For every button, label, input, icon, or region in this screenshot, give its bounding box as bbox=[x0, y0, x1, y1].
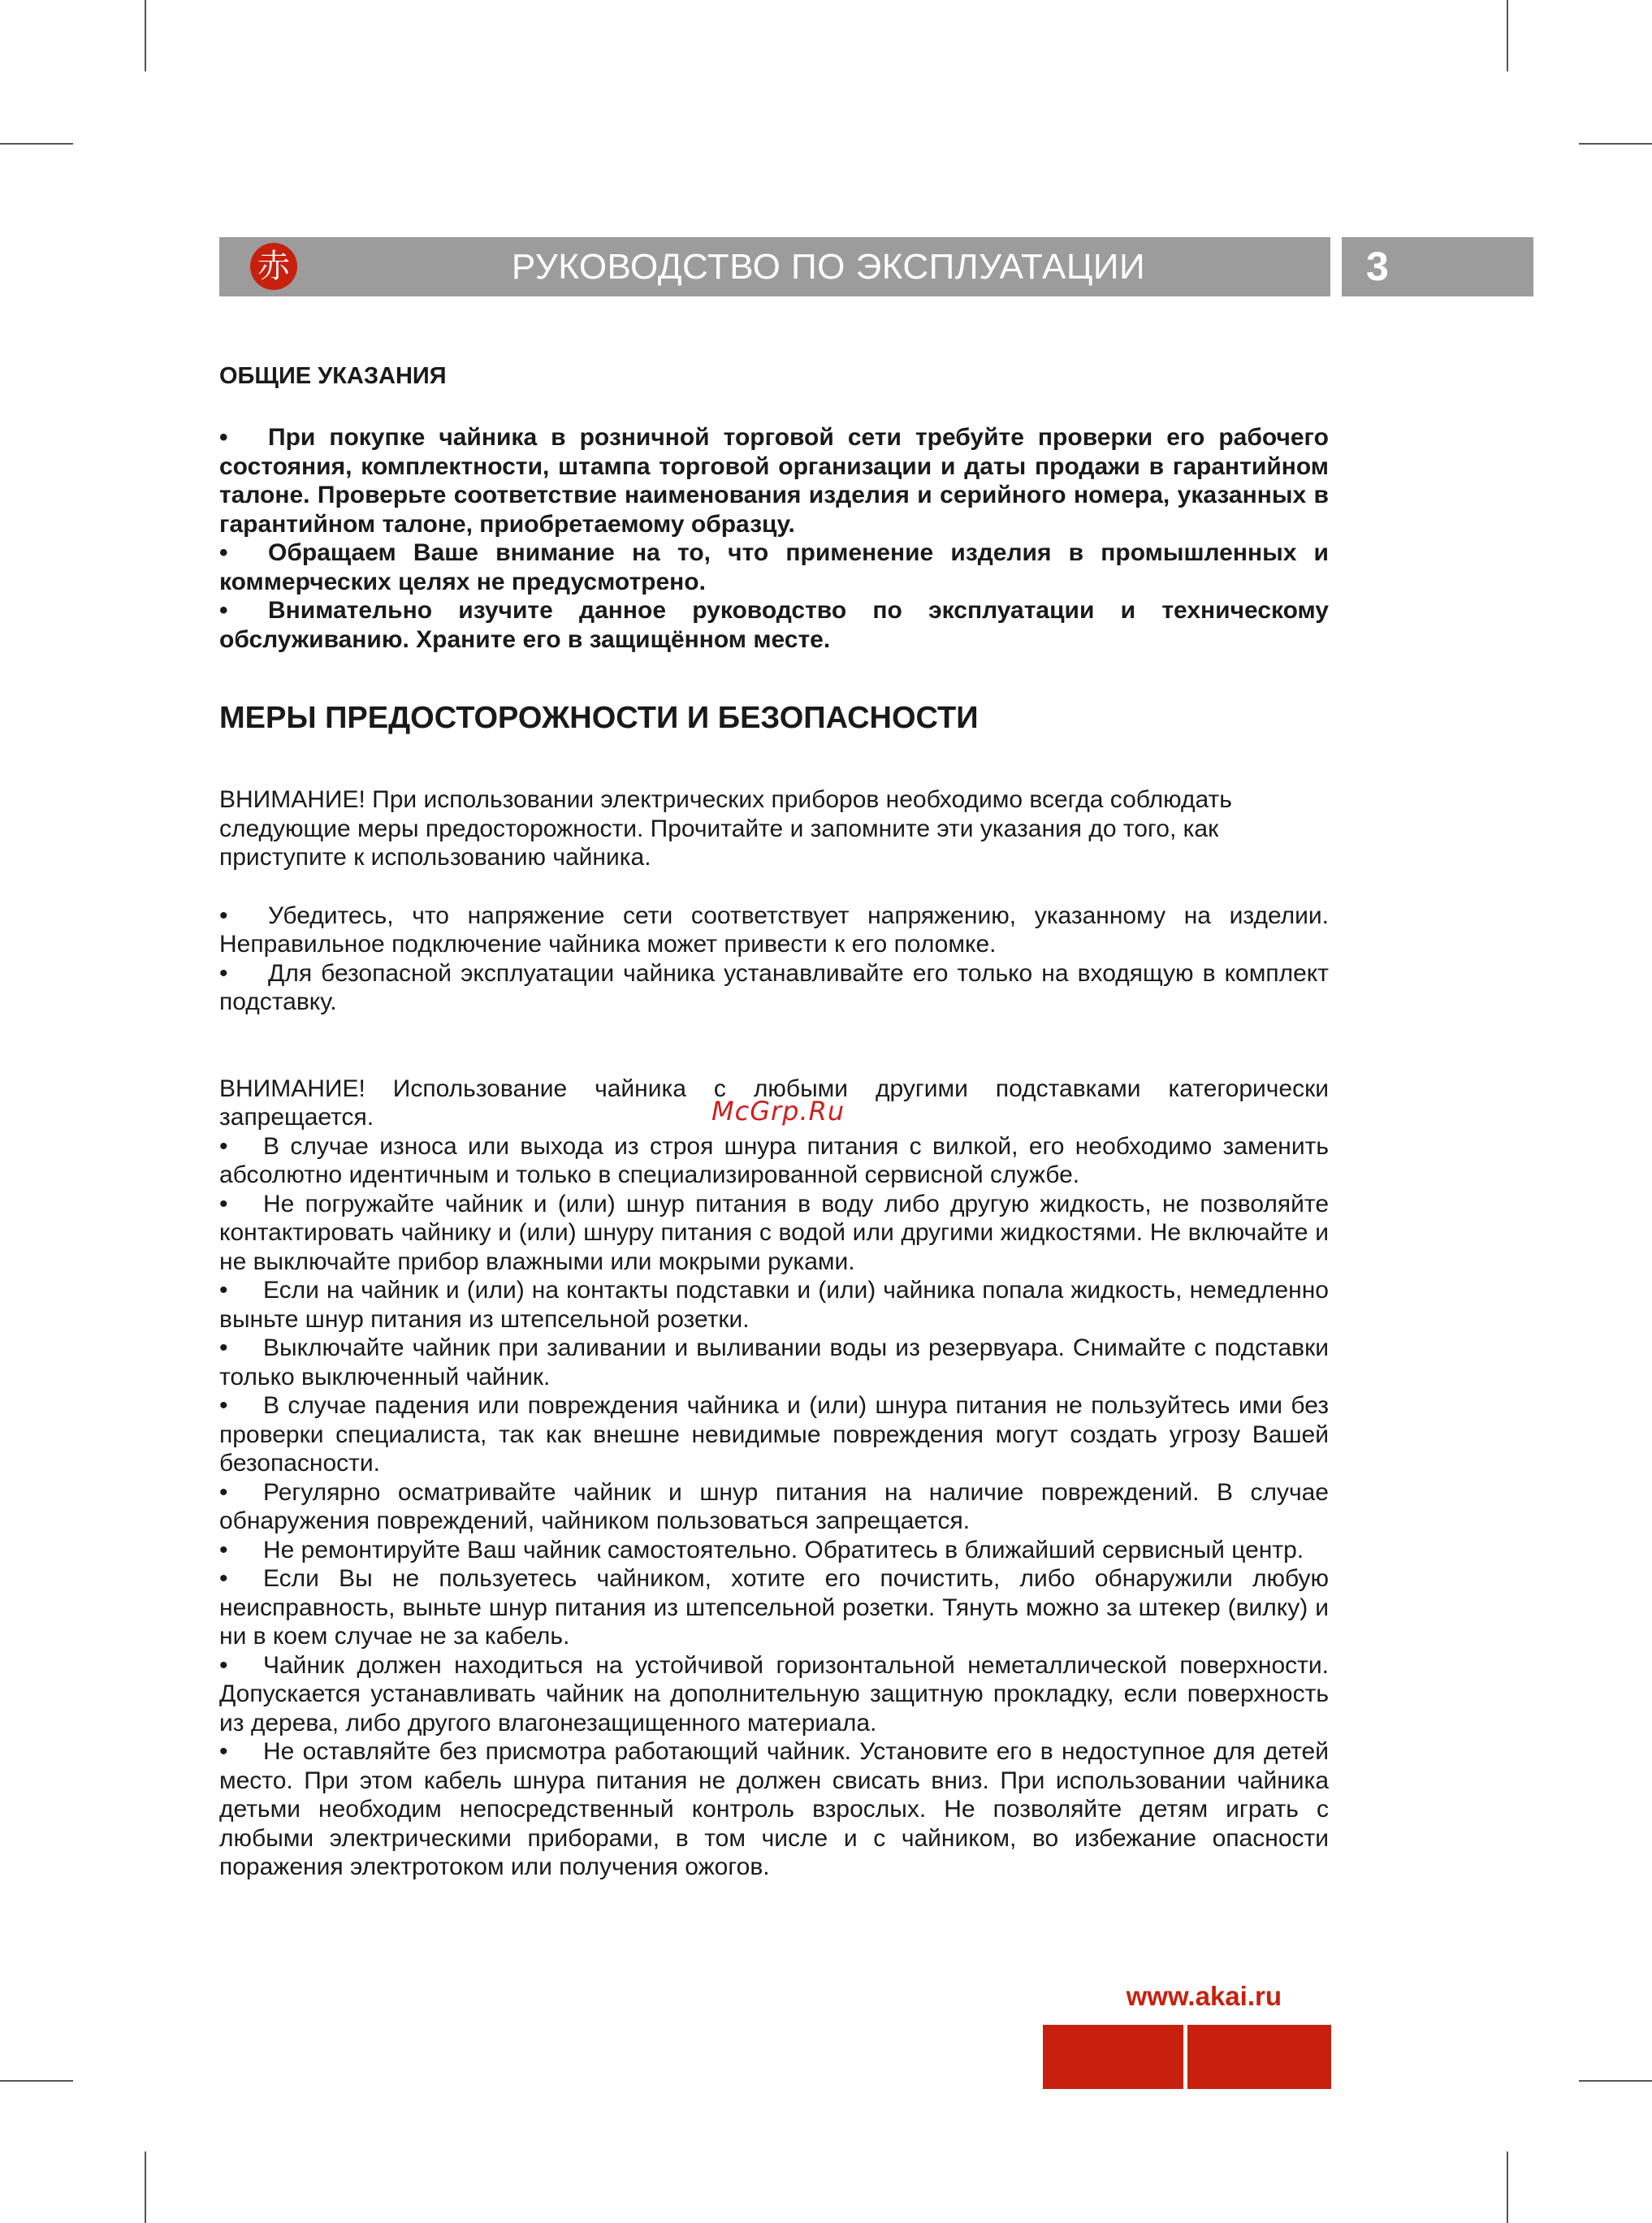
list-item: • Для безопасной эксплуатации чайника устанавливайте его только на входящую в комплект подставку. bbox=[219, 959, 1329, 1015]
list-item: • Убедитесь, что напряжение сети соответствует напряжению, указанному на изделии. Неправильное подключение чайника может привести к его поломке. bbox=[219, 902, 1329, 958]
crop-mark bbox=[1579, 143, 1652, 145]
safety-intro: ВНИМАНИЕ! При использовании электрических приборов необходимо всегда соблюдать следующие меры предосторожности. Прочитайте и запомните эти указания до того, как приступите к использованию чайника. bbox=[219, 786, 1232, 871]
safety-list-b bbox=[219, 1132, 1329, 1882]
bullet-icon: • bbox=[219, 1651, 228, 1679]
bullet-icon: • bbox=[219, 1738, 228, 1765]
list-item: • Выключайте чайник при заливании и выливании воды из резервуара. Снимайте с подставки только выключенный чайник. bbox=[219, 1334, 1329, 1390]
website-link[interactable]: www.akai.ru bbox=[1126, 1981, 1282, 2011]
crop-mark bbox=[145, 2152, 146, 2223]
list-item: • В случае падения или повреждения чайника и (или) шнура питания не пользуйтесь ими без проверки специалиста, так как внешне невидимые повреждения могут создать угрозу Вашей безопасности. bbox=[219, 1392, 1329, 1477]
bullet-icon: • bbox=[219, 1132, 228, 1160]
crop-mark bbox=[1507, 0, 1508, 71]
akai-logo-icon: 赤 bbox=[250, 243, 297, 290]
list-item: • При покупке чайника в розничной торговой сети требуйте проверки его рабочего состояния, комплектности, штампа торговой организации и даты продажи в гарантийном талоне. Проверьте соответствие наименования изделия и серийного номера, указанных в гарантийном талоне, приобретаемому образцу. bbox=[219, 424, 1329, 538]
bullet-icon: • bbox=[219, 902, 228, 929]
footer-red-block bbox=[1043, 2025, 1183, 2089]
bullet-icon: • bbox=[219, 597, 228, 624]
crop-mark bbox=[0, 2080, 73, 2082]
crop-mark bbox=[0, 143, 73, 145]
list-item: • Регулярно осматривайте чайник и шнур питания на наличие повреждений. В случае обнаружения повреждений, чайником пользоваться запрещается. bbox=[219, 1478, 1329, 1534]
bullet-icon: • bbox=[219, 1334, 228, 1361]
safety-list-a bbox=[219, 902, 1329, 1017]
bullet-icon: • bbox=[219, 1190, 228, 1217]
bullet-icon: • bbox=[219, 1392, 228, 1419]
crop-mark bbox=[145, 0, 146, 71]
list-item: • Обращаем Ваше внимание на то, что применение изделия в промышленных и коммерческих целях не предусмотрено. bbox=[219, 539, 1329, 595]
bullet-icon: • bbox=[219, 539, 228, 566]
list-item: • Если на чайник и (или) на контакты подставки и (или) чайника попала жидкость, немедленно выньте шнур питания из штепсельной розетки. bbox=[219, 1277, 1329, 1333]
bullet-icon: • bbox=[219, 424, 228, 451]
list-item: • Если Вы не пользуетесь чайником, хотите его почистить, либо обнаружили любую неисправность, выньте шнур питания из штепсельной розетки. Тянуть можно за штекер (вилку) и ни в коем случае не за кабель. bbox=[219, 1565, 1329, 1650]
general-heading: ОБЩИЕ УКАЗАНИЯ bbox=[219, 363, 447, 389]
safety-heading: МЕРЫ ПРЕДОСТОРОЖНОСТИ И БЕЗОПАСНОСТИ bbox=[219, 701, 979, 735]
bullet-icon: • bbox=[219, 1536, 228, 1563]
crop-mark bbox=[1579, 2080, 1652, 2082]
attention-warning: ВНИМАНИЕ! Использование чайника с любыми другими подставками категорически запрещается. bbox=[219, 1075, 1329, 1131]
page-number: 3 bbox=[1366, 244, 1389, 289]
watermark: McGrp.Ru bbox=[711, 1096, 845, 1127]
list-item: • Не погружайте чайник и (или) шнур питания в воду либо другую жидкость, не позволяйте контактировать чайнику и (или) шнуру питания с водой или другими жидкостями. Не включайте и не выключайте прибор влажными или мокрыми руками. bbox=[219, 1190, 1329, 1275]
page-title: РУКОВОДСТВО ПО ЭКСПЛУАТАЦИИ bbox=[511, 247, 1146, 287]
bullet-icon: • bbox=[219, 1478, 228, 1506]
list-item: • Не оставляйте без присмотра работающий чайник. Установите его в недоступное для детей место. При этом кабель шнура питания не должен свисать вниз. При использовании чайника детьми необходим непосредственный контроль взрослых. Не позволяйте детям играть с любыми электрическими приборами, в том числе и с чайником, во избежание опасности поражения электротоком или получения ожогов. bbox=[219, 1738, 1329, 1880]
bullet-icon: • bbox=[219, 1277, 228, 1304]
list-item: • В случае износа или выхода из строя шнура питания с вилкой, его необходимо заменить абсолютно идентичным и только в специализированной сервисной службе. bbox=[219, 1132, 1329, 1188]
crop-mark bbox=[1507, 2152, 1508, 2223]
bullet-icon: • bbox=[219, 1565, 228, 1592]
list-item: • Внимательно изучите данное руководство по эксплуатации и техническому обслуживанию. Храните его в защищённом месте. bbox=[219, 597, 1329, 653]
bullet-icon: • bbox=[219, 959, 228, 987]
list-item: • Чайник должен находиться на устойчивой горизонтальной неметаллической поверхности. Допускается устанавливать чайник на дополнительную защитную прокладку, если поверхность из дерева, либо другого влагонезащищенного материала. bbox=[219, 1651, 1329, 1736]
general-list bbox=[219, 423, 1329, 654]
list-item: • Не ремонтируйте Ваш чайник самостоятельно. Обратитесь в ближайший сервисный центр. bbox=[219, 1536, 1304, 1563]
footer-red-block bbox=[1187, 2025, 1331, 2089]
